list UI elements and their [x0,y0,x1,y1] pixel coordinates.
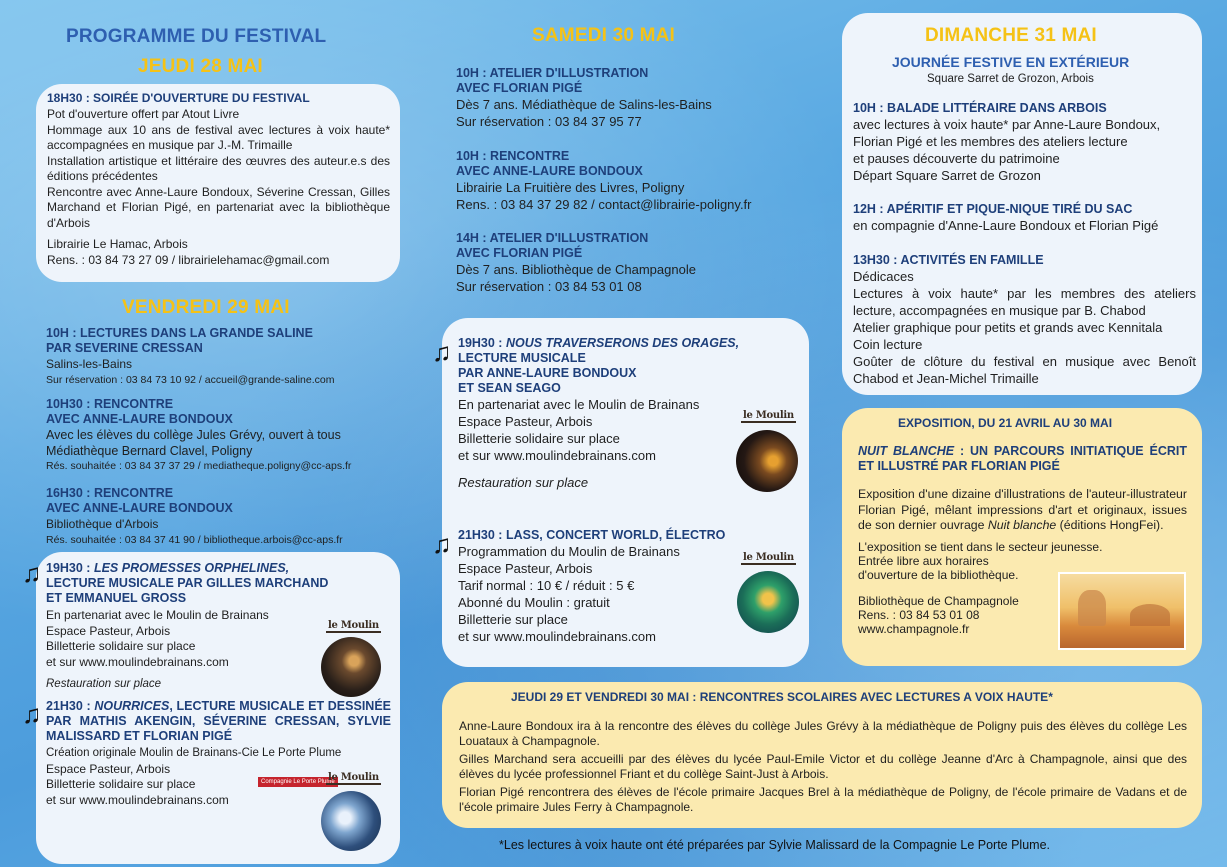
event-title: 14H : ATELIER D'ILLUSTRATION [456,231,649,245]
musicians-photo [321,637,381,697]
school-visit-paragraph: Gilles Marchand sera accueilli par des élèves du lycée Paul-Emile Victor et du collège Jeanne d'Arc à Champagnole, ainsi que des élèves du lycée professionnel Friant et du collège Saint-Just à Arbois. [459,752,1187,781]
school-visits-heading: JEUDI 29 ET VENDREDI 30 MAI : RENCONTRES SCOLAIRES AVEC LECTURES A VOIX HAUTE* [511,690,1053,704]
exhibition-website: www.champagnole.fr [858,622,970,636]
event-line: en compagnie d'Anne-Laure Bondoux et Florian Pigé [853,218,1159,233]
event-title: 21H30 : LASS, CONCERT WORLD, ÉLECTRO [458,528,726,542]
friday-event-title: AVEC ANNE-LAURE BONDOUX [46,501,233,515]
music-note-icon: ♫ [22,558,42,588]
event-line: Florian Pigé et les membres des ateliers lecture [853,134,1128,149]
event-line: et sur www.moulindebrainans.com [458,629,656,644]
lass-photo [737,571,799,633]
friday-event-title: 10H : LECTURES DANS LA GRANDE SALINE [46,326,313,340]
friday-evening-event [46,699,391,808]
friday-event-title: AVEC ANNE-LAURE BONDOUX [46,412,233,426]
saturday-event [456,149,806,213]
exhibition-contact: Rens. : 03 84 53 01 08 [858,608,980,622]
moulin-logo: le Moulin [328,620,379,631]
thursday-venue: Librairie Le Hamac, Arbois [47,237,188,251]
event-line: Dédicaces [853,269,914,284]
event-time: 19H30 : [46,561,94,575]
thursday-line: Pot d'ouverture offert par Atout Livre [47,107,240,121]
event-note: Restauration sur place [46,678,162,690]
sunday-location: Square Sarret de Grozon, Arbois [927,73,1094,85]
concert-photo [736,430,798,492]
event-title: 10H : RENCONTRE [456,149,570,163]
event-line: En partenariat avec le Moulin de Brainans [458,397,700,412]
moulin-logo: le Moulin [328,772,379,783]
friday-event-title: 16H30 : RENCONTRE [46,486,174,500]
event-title: AVEC FLORIAN PIGÉ [456,246,583,260]
friday-event-contact: Rés. souhaitée : 03 84 37 37 29 / mediatheque.poligny@cc-aps.fr [46,460,352,472]
event-title: 12H : APÉRITIF ET PIQUE-NIQUE TIRÉ DU SAC [853,202,1133,216]
exhibition-line: Entrée libre aux horaires [858,554,989,568]
event-line: avec lectures à voix haute* par Anne-Laure Bondoux, [853,117,1161,132]
footnote: *Les lectures à voix haute ont été préparées par Sylvie Malissard de la Compagnie Le Porte Plume. [499,838,1050,852]
sunday-subheading: JOURNÉE FESTIVE EN EXTÉRIEUR [892,54,1130,70]
event-line: Départ Square Sarret de Grozon [853,168,1041,183]
event-note: Restauration sur place [458,475,589,490]
event-line: Programmation du Moulin de Brainans [458,544,680,559]
exhibition-title [858,444,1187,474]
saturday-event [456,231,806,295]
event-line: et sur www.moulindebrainans.com [46,792,229,807]
exhibition-heading: EXPOSITION, DU 21 AVRIL AU 30 MAI [898,416,1113,430]
music-note-icon: ♫ [432,529,452,559]
school-visit-paragraph: Anne-Laure Bondoux ira à la rencontre des élèves du collège Jules Grévy à la médiathèque de Poligny puis des élèves du collège Les Louataux à Champagnole. [459,719,1187,748]
event-title: ET EMMANUEL GROSS [46,591,187,605]
friday-event [46,326,396,387]
saturday-heading: SAMEDI 30 MAI [532,25,676,46]
exhibition-venue-name: Bibliothèque de Champagnole [858,594,1019,608]
event-time: 19H30 : [458,336,506,350]
event-title: LECTURE MUSICALE [458,351,586,365]
exhibition-title-italic: NUIT BLANCHE [858,444,955,458]
friday-event [46,486,396,547]
exhibition-line: d'ouverture de la bibliothèque. [858,568,1019,582]
friday-event-contact: Sur réservation : 03 84 73 10 92 / accueil@grande-saline.com [46,373,335,386]
school-visits-body [459,719,1187,814]
exhibition-title-rest: : UN PARCOURS INITIATIQUE ÉCRIT ET ILLUSTRÉ PAR FLORIAN PIGÉ [858,444,1187,473]
moulin-logo: le Moulin [743,552,794,563]
event-title: LECTURE MUSICALE PAR GILLES MARCHAND [46,576,329,590]
friday-event-title: PAR SEVERINE CRESSAN [46,341,203,355]
event-title: PAR ANNE-LAURE BONDOUX [458,366,637,380]
event-time: 21H30 : [46,699,95,713]
event-line: Abonné du Moulin : gratuit [458,595,610,610]
exhibition-venue [858,594,1078,636]
exhibition-book-title: Nuit blanche [987,518,1057,532]
event-line: et sur www.moulindebrainans.com [46,654,229,669]
event-line: Billetterie sur place [458,612,568,627]
festival-title: PROGRAMME DU FESTIVAL [66,26,327,47]
exhibition-desc: Exposition d'une dizaine d'illustrations de l'auteur-illustrateur Florian Pigé, mêlant impressions d'art et originaux, issues de son dernier ouvrage [858,487,1187,532]
music-note-icon: ♫ [432,337,452,367]
event-line: Librairie La Fruitière des Livres, Poligny [456,180,685,195]
sunday-heading: DIMANCHE 31 MAI [925,25,1097,46]
illustrator-photo [321,791,381,851]
thursday-line: Rencontre avec Anne-Laure Bondoux, Séverine Cressan, Gilles Marchand et Florian Pigé, en partenariat avec la bibliothèque d'Arbois [47,184,390,230]
thursday-line: Hommage aux 10 ans de festival avec lectures à voix haute* accompagnées en musique par J.-M. Trimaille [47,122,390,152]
event-title: 13H30 : ACTIVITÉS EN FAMILLE [853,253,1044,267]
thursday-panel [36,84,400,282]
event-title: 10H : BALADE LITTÉRAIRE DANS ARBOIS [853,101,1107,115]
thursday-line: Installation artistique et littéraire des œuvres des auteur.e.s des éditions précédentes [47,153,390,183]
event-show-name: LES PROMESSES ORPHELINES, [93,561,290,575]
event-line: Billetterie solidaire sur place [458,431,620,446]
event-line: Billetterie solidaire sur place [46,639,196,653]
friday-event-line: Bibliothèque d'Arbois [46,517,159,531]
event-line: Goûter de clôture du festival en musique avec Benoît Chabod et Jean-Michel Trimaille [853,354,1196,386]
event-show-name: NOURRICES [94,699,170,713]
school-visit-paragraph: Florian Pigé rencontrera des élèves de l'école primaire Jacques Brel à la médiathèque de Poligny, de l'école primaire de Vadans et de l'école primaire Jules Ferry à Champagnole. [459,785,1187,814]
event-title: ET SEAN SEAGO [458,381,561,395]
event-line: Sur réservation : 03 84 53 01 08 [456,279,642,294]
thursday-event-title: 18H30 : SOIRÉE D'OUVERTURE DU FESTIVAL [47,91,310,105]
friday-event-line: Salins-les-Bains [46,357,133,371]
sunday-event [853,202,1196,234]
event-line: Rens. : 03 84 37 29 82 / contact@librairie-poligny.fr [456,197,752,212]
porte-plume-logo: Compagnie Le Porte Plume [258,777,338,787]
friday-event-title: 10H30 : RENCONTRE [46,397,174,411]
thursday-heading: JEUDI 28 MAI [138,56,263,77]
event-line: et sur www.moulindebrainans.com [458,448,656,463]
saturday-event [456,66,806,130]
friday-event-contact: Rés. souhaitée : 03 84 37 41 90 / bibliotheque.arbois@cc-aps.fr [46,533,343,546]
friday-event-line: Avec les élèves du collège Jules Grévy, ouvert à tous [46,428,341,442]
exhibition-line: L'exposition se tient dans le secteur jeunesse. [858,540,1103,554]
event-line: Création originale Moulin de Brainans-Cie Le Porte Plume [46,747,342,759]
event-title: AVEC FLORIAN PIGÉ [456,81,583,95]
event-line: Espace Pasteur, Arbois [458,561,593,576]
event-line: Lectures à voix haute* par les membres des ateliers lecture, accompagnées en musique par B. Chabod [853,286,1196,318]
exhibition-desc: (éditions HongFei). [1056,518,1164,532]
friday-heading: VENDREDI 29 MAI [122,297,290,318]
event-line: Dès 7 ans. Bibliothèque de Champagnole [456,262,696,277]
exhibition-illustration [1058,572,1186,650]
thursday-contact: Rens. : 03 84 73 27 09 / librairielehamac@gmail.com [47,252,330,267]
exhibition-description [858,487,1187,534]
sunday-event [853,253,1196,387]
event-line: Espace Pasteur, Arbois [458,414,593,429]
event-line: Coin lecture [853,337,923,352]
music-note-icon: ♫ [22,699,42,729]
friday-event-line: Médiathèque Bernard Clavel, Poligny [46,444,253,458]
moulin-logo: le Moulin [743,410,794,421]
event-line: Espace Pasteur, Arbois [46,761,171,776]
event-line: Tarif normal : 10 € / réduit : 5 € [458,578,635,593]
friday-event [46,397,396,473]
event-line: Dès 7 ans. Médiathèque de Salins-les-Bains [456,97,712,112]
event-line: Sur réservation : 03 84 37 95 77 [456,114,642,129]
sunday-event [853,101,1196,184]
event-line: Atelier graphique pour petits et grands avec Kennitala [853,320,1163,335]
event-line: En partenariat avec le Moulin de Brainans [46,608,269,622]
event-title: AVEC ANNE-LAURE BONDOUX [456,164,643,178]
event-line: Billetterie solidaire sur place [46,777,196,791]
event-line: et pauses découverte du patrimoine [853,151,1060,166]
event-line: Espace Pasteur, Arbois [46,623,171,638]
event-title: 10H : ATELIER D'ILLUSTRATION [456,66,649,80]
event-show-name: NOUS TRAVERSERONS DES ORAGES, [505,336,740,350]
event-title: , LECTURE MUSICALE ET DESSINÉE PAR MATHIS AKENGIN, SÉVERINE CRESSAN, SYLVIE MALISSARD ET FLORIAN PIGÉ [46,699,391,743]
